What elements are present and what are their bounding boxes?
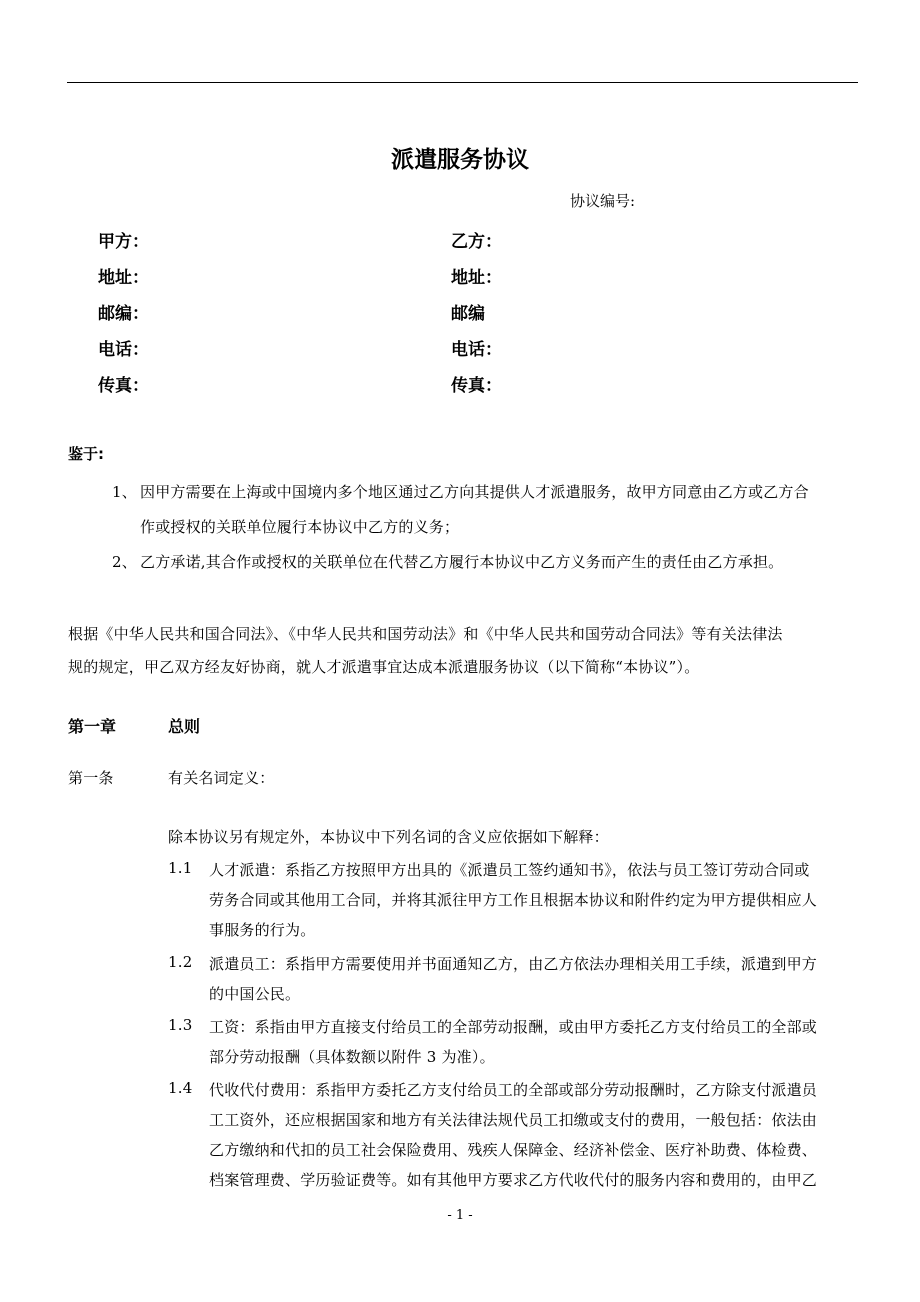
- page-number: - 1 -: [447, 1208, 473, 1223]
- whereas-item-number: 2、: [112, 553, 137, 571]
- page-title: 派遣服务协议: [391, 147, 529, 173]
- definition-text: 事服务的行为。: [209, 921, 316, 939]
- definition-text: 劳务合同或其他用工合同，并将其派往甲方工作且根据本协议和附件约定为甲方提供相应人: [209, 891, 818, 909]
- party-b-fax-label: 传真：: [451, 376, 502, 396]
- whereas-label: 鉴于:: [68, 445, 104, 463]
- article-number: 第一条: [68, 769, 114, 787]
- definition-number: 1.3: [168, 1016, 193, 1034]
- header-rule: [67, 82, 858, 83]
- party-b-phone-label: 电话：: [451, 340, 502, 360]
- definition-text: 人才派遣：系指乙方按照甲方出具的《派遣员工签约通知书》，依法与员工签订劳动合同或: [209, 861, 810, 879]
- party-a-postcode-label: 邮编：: [98, 304, 149, 324]
- party-b-address-label: 地址：: [451, 268, 502, 288]
- agreement-number-label: 协议编号:: [570, 192, 636, 210]
- whereas-item-text: 因甲方需要在上海或中国境内多个地区通过乙方向其提供人才派遣服务，故甲方同意由乙方或乙方合: [140, 483, 809, 501]
- article-title: 有关名词定义：: [168, 769, 275, 787]
- definition-text: 的中国公民。: [209, 985, 301, 1003]
- definition-text: 乙方缴纳和代扣的员工社会保险费用、残疾人保障金、经济补偿金、医疗补助费、体检费、: [209, 1141, 818, 1159]
- party-b-postcode-label: 邮编: [451, 304, 485, 324]
- party-a-phone-label: 电话：: [98, 340, 149, 360]
- chapter-title: 总则: [168, 717, 201, 736]
- definition-text: 代收代付费用：系指甲方委托乙方支付给员工的全部或部分劳动报酬时，乙方除支付派遣员: [209, 1081, 818, 1099]
- party-a-address-label: 地址：: [98, 268, 149, 288]
- definition-number: 1.4: [168, 1079, 193, 1097]
- party-a-name-label: 甲方：: [98, 232, 149, 252]
- definition-text: 档案管理费、学历验证费等。如有其他甲方要求乙方代收代付的服务内容和费用的，由甲乙: [209, 1171, 818, 1189]
- whereas-item-text: 作或授权的关联单位履行本协议中乙方的义务；: [140, 518, 460, 536]
- definition-text: 派遣员工：系指甲方需要使用并书面通知乙方，由乙方依法办理相关用工手续，派遣到甲方: [209, 955, 818, 973]
- basis-paragraph-line: 规的规定，甲乙双方经友好协商，就人才派遣事宜达成本派遣服务协议（以下简称“本协议”）。: [68, 658, 700, 676]
- definition-number: 1.1: [168, 859, 193, 877]
- party-b-name-label: 乙方：: [451, 232, 502, 252]
- whereas-item-number: 1、: [112, 483, 137, 501]
- definition-text: 工工资外，还应根据国家和地方有关法律法规代员工扣缴或支付的费用，一般包括：依法由: [209, 1111, 818, 1129]
- basis-paragraph-line: 根据《中华人民共和国合同法》、《中华人民共和国劳动法》和《中华人民共和国劳动合同法》等有关法律法: [68, 625, 783, 643]
- definition-text: 工资：系指由甲方直接支付给员工的全部劳动报酬，或由甲方委托乙方支付给员工的全部或: [209, 1018, 818, 1036]
- definition-number: 1.2: [168, 953, 193, 971]
- chapter-number: 第一章: [68, 717, 117, 736]
- definitions-intro: 除本协议另有规定外，本协议中下列名词的含义应依据如下解释：: [168, 828, 609, 846]
- definition-text: 部分劳动报酬（具体数额以附件 3 为准）。: [209, 1048, 495, 1066]
- party-a-fax-label: 传真：: [98, 376, 149, 396]
- whereas-item-text: 乙方承诺,其合作或授权的关联单位在代替乙方履行本协议中乙方义务而产生的责任由乙方承担。: [140, 553, 784, 571]
